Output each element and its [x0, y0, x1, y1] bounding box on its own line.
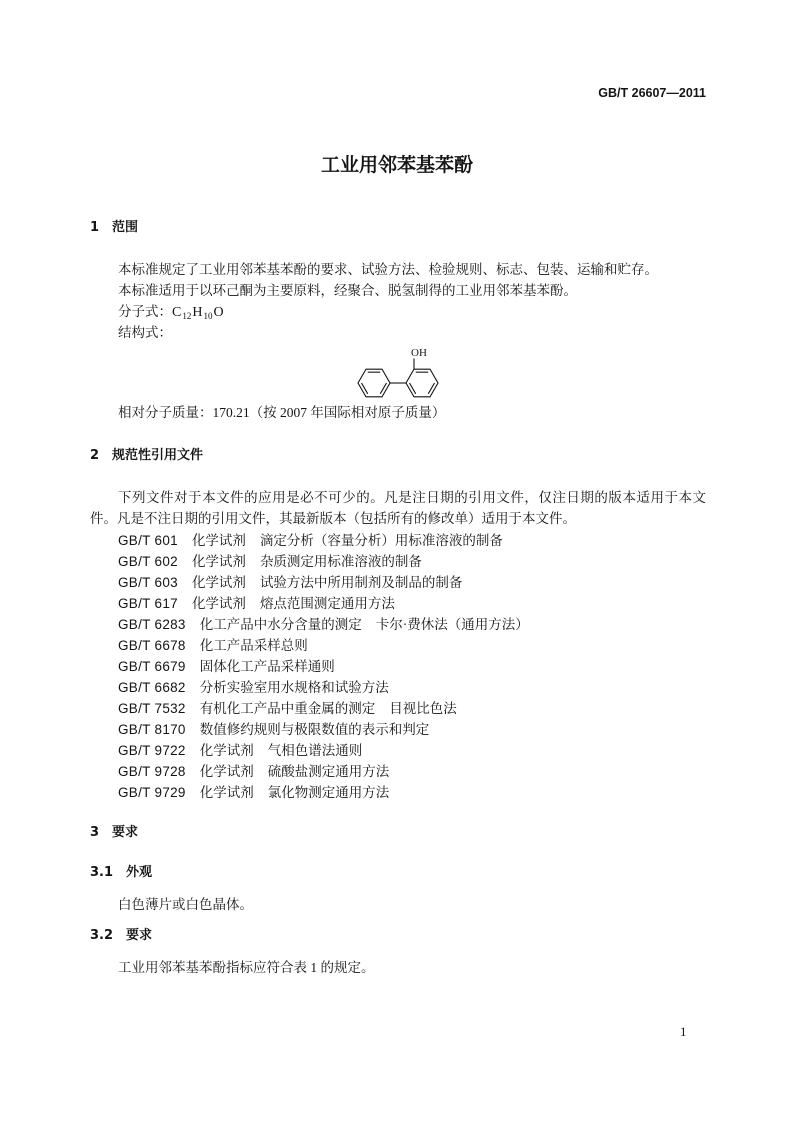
reference-item — [118, 614, 706, 635]
subsection-number: 3.1 — [90, 865, 114, 880]
reference-title-part: 有机化工产品中重金属的测定 — [199, 701, 376, 716]
formula-element-h: H — [192, 305, 203, 320]
reference-item — [118, 635, 706, 656]
formula-count-h: 10 — [203, 311, 213, 321]
subsection-title: 要求 — [126, 928, 153, 943]
reference-title-part: 化学试剂 — [199, 785, 254, 800]
section-3-heading — [90, 823, 138, 843]
reference-title-part: 硫酸盐测定通用方法 — [267, 764, 390, 779]
hydroxyl-label: OH — [411, 347, 427, 359]
structure-label: 结构式： — [118, 325, 172, 340]
reference-item — [118, 572, 706, 593]
page-number: 1 — [680, 1024, 687, 1039]
section-3-2-heading — [90, 926, 152, 946]
reference-title-part: 气相色谱法通则 — [267, 743, 363, 758]
formula-element-o: O — [213, 305, 224, 320]
formula-count-c: 12 — [182, 311, 192, 321]
reference-item — [118, 719, 706, 740]
benzene-ring-right — [406, 369, 438, 397]
reference-title-part: 化学试剂 — [191, 533, 246, 548]
reference-title-part: 化工产品中水分含量的测定 — [199, 617, 362, 632]
reference-code: GB/T 6679 — [118, 659, 186, 674]
reference-item — [118, 782, 706, 803]
scope-paragraph-1: 本标准规定了工业用邻苯基苯酚的要求、试验方法、检验规则、标志、包装、运输和贮存。 — [118, 262, 658, 277]
section-1-heading — [90, 218, 138, 238]
reference-title-part: 滴定分析（容量分析）用标准溶液的制备 — [259, 533, 503, 548]
references-intro-line-1: 下列文件对于本文件的应用是必不可少的。凡是注日期的引用文件，仅注日期的版本适用于本文 — [118, 490, 706, 505]
reference-item — [118, 656, 706, 677]
section-title: 范围 — [112, 220, 139, 235]
reference-title-part: 数值修约规则与极限数值的表示和判定 — [199, 722, 430, 737]
reference-title-part: 固体化工产品采样通则 — [199, 659, 335, 674]
reference-title-part: 目视比色法 — [389, 701, 457, 716]
reference-title-part: 化学试剂 — [199, 764, 254, 779]
reference-item — [118, 761, 706, 782]
reference-item — [118, 677, 706, 698]
section-number: 3 — [90, 825, 100, 840]
reference-title-part: 氯化物测定通用方法 — [267, 785, 390, 800]
molecular-formula — [118, 302, 224, 322]
document-title: 工业用邻苯基苯酚 — [320, 154, 473, 176]
reference-code: GB/T 6682 — [118, 680, 186, 695]
reference-title-part: 化学试剂 — [191, 596, 246, 611]
requirements-text: 工业用邻苯基苯酚指标应符合表 1 的规定。 — [118, 960, 375, 975]
reference-title-part: 化学试剂 — [199, 743, 254, 758]
reference-code: GB/T 8170 — [118, 722, 186, 737]
section-3-1-heading — [90, 863, 152, 883]
reference-code: GB/T 617 — [118, 596, 178, 611]
reference-title-part: 试验方法中所用制剂及制品的制备 — [259, 575, 463, 590]
molecular-mass: 相对分子质量：170.21（按 2007 年国际相对原子质量） — [118, 405, 446, 420]
reference-item — [118, 551, 706, 572]
section-number: 1 — [90, 220, 100, 235]
references-intro-line-2: 件。凡是不注日期的引用文件，其最新版本（包括所有的修改单）适用于本文件。 — [90, 511, 576, 526]
reference-code: GB/T 601 — [118, 533, 178, 548]
section-title: 要求 — [112, 825, 139, 840]
subsection-number: 3.2 — [90, 928, 114, 943]
reference-title-part: 熔点范围测定通用方法 — [259, 596, 395, 611]
section-number: 2 — [90, 448, 100, 463]
reference-title-part: 杂质测定用标准溶液的制备 — [259, 554, 422, 569]
formula-label: 分子式： — [118, 304, 172, 319]
reference-code: GB/T 9728 — [118, 764, 186, 779]
appearance-text: 白色薄片或白色晶体。 — [118, 897, 253, 912]
reference-title-part: 化学试剂 — [191, 554, 246, 569]
reference-title-part: 化工产品采样总则 — [199, 638, 308, 653]
reference-title-part: 化学试剂 — [191, 575, 246, 590]
reference-item — [118, 740, 706, 761]
reference-item — [118, 698, 706, 719]
standard-code: GB/T 26607—2011 — [598, 86, 706, 100]
formula-element-c: C — [172, 305, 182, 320]
scope-paragraph-2: 本标准适用于以环己酮为主要原料，经聚合、脱氢制得的工业用邻苯基苯酚。 — [118, 283, 577, 298]
reference-code: GB/T 6678 — [118, 638, 186, 653]
reference-code: GB/T 603 — [118, 575, 178, 590]
structural-formula — [350, 340, 450, 405]
reference-code: GB/T 6283 — [118, 617, 186, 632]
section-title: 规范性引用文件 — [112, 448, 204, 463]
reference-title-part: 分析实验室用水规格和试验方法 — [199, 680, 389, 695]
reference-code: GB/T 602 — [118, 554, 178, 569]
reference-code: GB/T 7532 — [118, 701, 186, 716]
reference-title-part: 卡尔·费休法（通用方法） — [375, 617, 529, 632]
subsection-title: 外观 — [126, 865, 153, 880]
normative-references-list — [118, 530, 706, 803]
section-2-heading — [90, 446, 203, 466]
reference-code: GB/T 9729 — [118, 785, 186, 800]
reference-code: GB/T 9722 — [118, 743, 186, 758]
reference-item — [118, 593, 706, 614]
benzene-ring-left — [358, 369, 390, 397]
reference-item — [118, 530, 706, 551]
